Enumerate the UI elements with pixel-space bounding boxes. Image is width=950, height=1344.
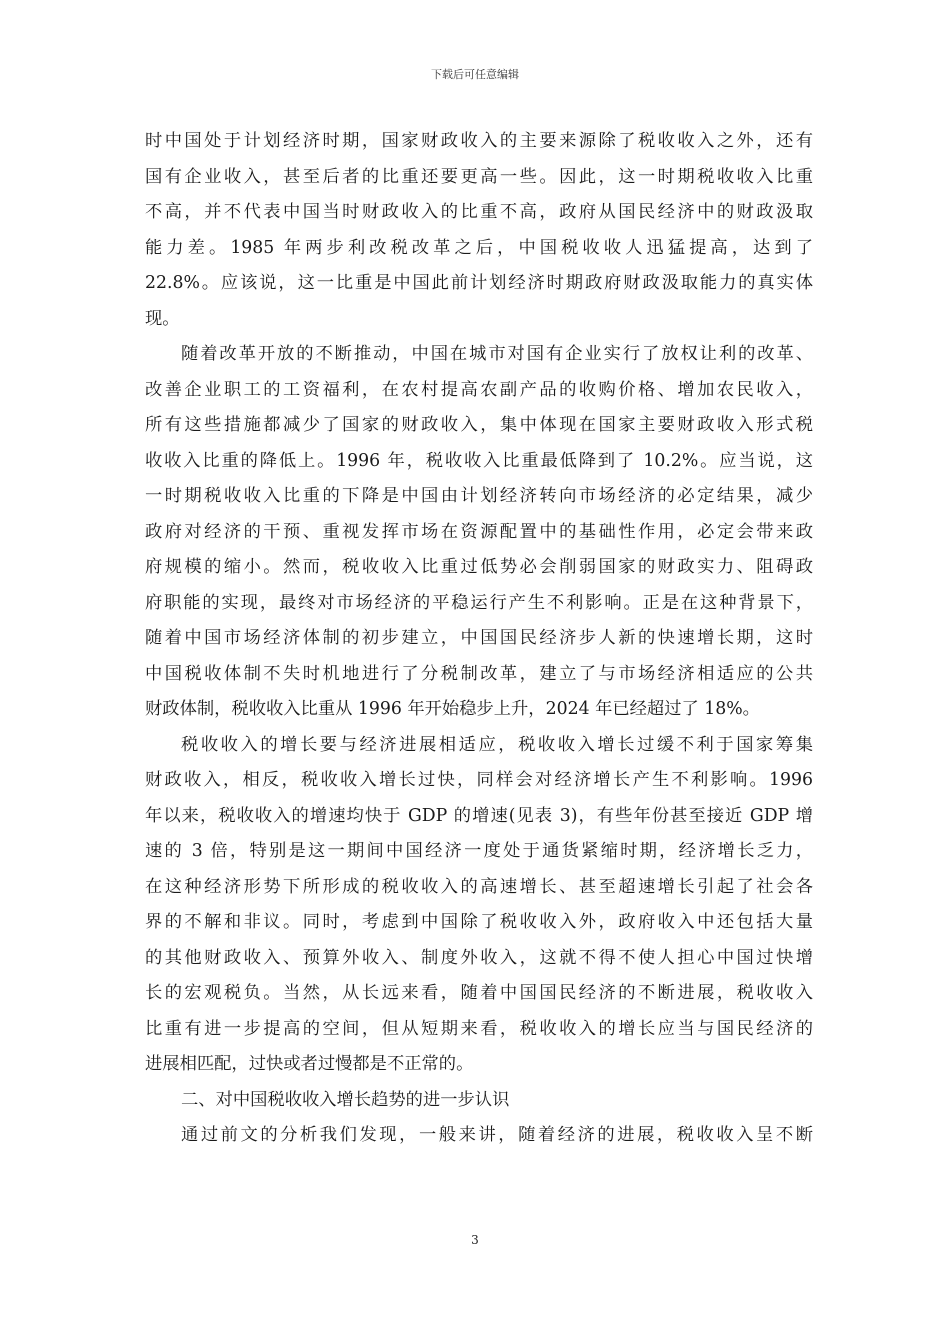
text-line: 长的宏观税负。当然，从长远来看，随着中国国民经济的不断进展，税收收入 (145, 983, 813, 1003)
text-line: 府职能的实现，最终对市场经济的平稳运行产生不利影响。正是在这种背景下， (145, 592, 813, 613)
text-line: 随着中国市场经济体制的初步建立，中国国民经济步人新的快速增长期，这时 (145, 628, 813, 648)
text-line: 的其他财政收入、预算外收入、制度外收入，这就不得不使人担心中国过快增 (145, 947, 813, 968)
text-line: 22.8%。应该说，这一比重是中国此前计划经济时期政府财政汲取能力的真实体 (145, 273, 813, 293)
text-line: 在这种经济形势下所形成的税收收入的高速增长、甚至超速增长引起了社会各 (145, 876, 813, 897)
text-line: 随着改革开放的不断推动，中国在城市对国有企业实行了放权让利的改革、 (181, 344, 813, 364)
text-line: 收收入比重的降低上。1996 年，税收收入比重最低降到了 10.2%。应当说，这 (145, 450, 813, 471)
text-line: 速的 3 倍，特别是这一期间中国经济一度处于通货紧缩时期，经济增长乏力， (145, 841, 813, 861)
text-line: 所有这些措施都减少了国家的财政收入，集中体现在国家主要财政收入形式税 (145, 415, 813, 435)
text-line: 比重有进一步提高的空间，但从短期来看，税收收入的增长应当与国民经济的 (145, 1018, 813, 1039)
section-heading (145, 1083, 813, 1119)
text-line: 年以来，税收收入的增速均快于 GDP 的增速(见表 3)，有些年份甚至接近 GDP 增 (145, 805, 813, 826)
text-line: 通过前文的分析我们发现，一般来讲，随着经济的进展，税收收入呈不断 (181, 1125, 813, 1145)
text-line: 一时期税收收入比重的下降是中国由计划经济转向市场经济的必定结果，减少 (145, 486, 813, 506)
document-body (145, 124, 813, 1154)
text-line: 能力差。1985 年两步利改税改革之后，中国税收收人迅猛提高，达到了 (145, 237, 813, 258)
page-header: 下载后可任意编辑 (431, 68, 519, 81)
page-number: 3 (471, 1233, 479, 1247)
text-line: 税收收入的增长要与经济进展相适应，税收收入增长过缓不利于国家筹集 (181, 734, 813, 755)
text-line: 界的不解和非议。同时，考虑到中国除了税收收入外，政府收入中还包括大量 (145, 912, 813, 932)
text-line: 府规模的缩小。然而，税收收入比重过低势必会削弱国家的财政实力、阻碍政 (145, 557, 813, 577)
paragraph (145, 728, 813, 1083)
text-line: 财政收入，相反，税收收入增长过快，同样会对经济增长产生不利影响。1996 (145, 770, 813, 790)
text-line: 财政体制，税收收入比重从 1996 年开始稳步上升，2024 年已经超过了 18%。 (145, 699, 760, 719)
paragraph (145, 124, 813, 337)
paragraph (145, 1118, 813, 1154)
text-line: 不高，并不代表中国当时财政收入的比重不高，政府从国民经济中的财政汲取 (145, 202, 813, 222)
text-line: 政府对经济的干预、重视发挥市场在资源配置中的基础性作用，必定会带来政 (145, 521, 813, 542)
text-line: 二、对中国税收收入增长趋势的进一步认识 (181, 1089, 510, 1110)
text-line: 改善企业职工的工资福利，在农村提高农副产品的收购价格、增加农民收入， (145, 379, 813, 400)
text-line: 时中国处于计划经济时期，国家财政收入的主要来源除了税收收入之外，还有 (145, 131, 813, 151)
text-line: 国有企业收入，甚至后者的比重还要更高一些。因此，这一时期税收收入比重 (145, 166, 813, 187)
text-line: 中国税收体制不失时机地进行了分税制改革，建立了与市场经济相适应的公共 (145, 663, 813, 684)
paragraph (145, 337, 813, 728)
text-line: 进展相匹配，过快或者过慢都是不正常的。 (145, 1054, 474, 1074)
text-line: 现。 (145, 308, 180, 329)
